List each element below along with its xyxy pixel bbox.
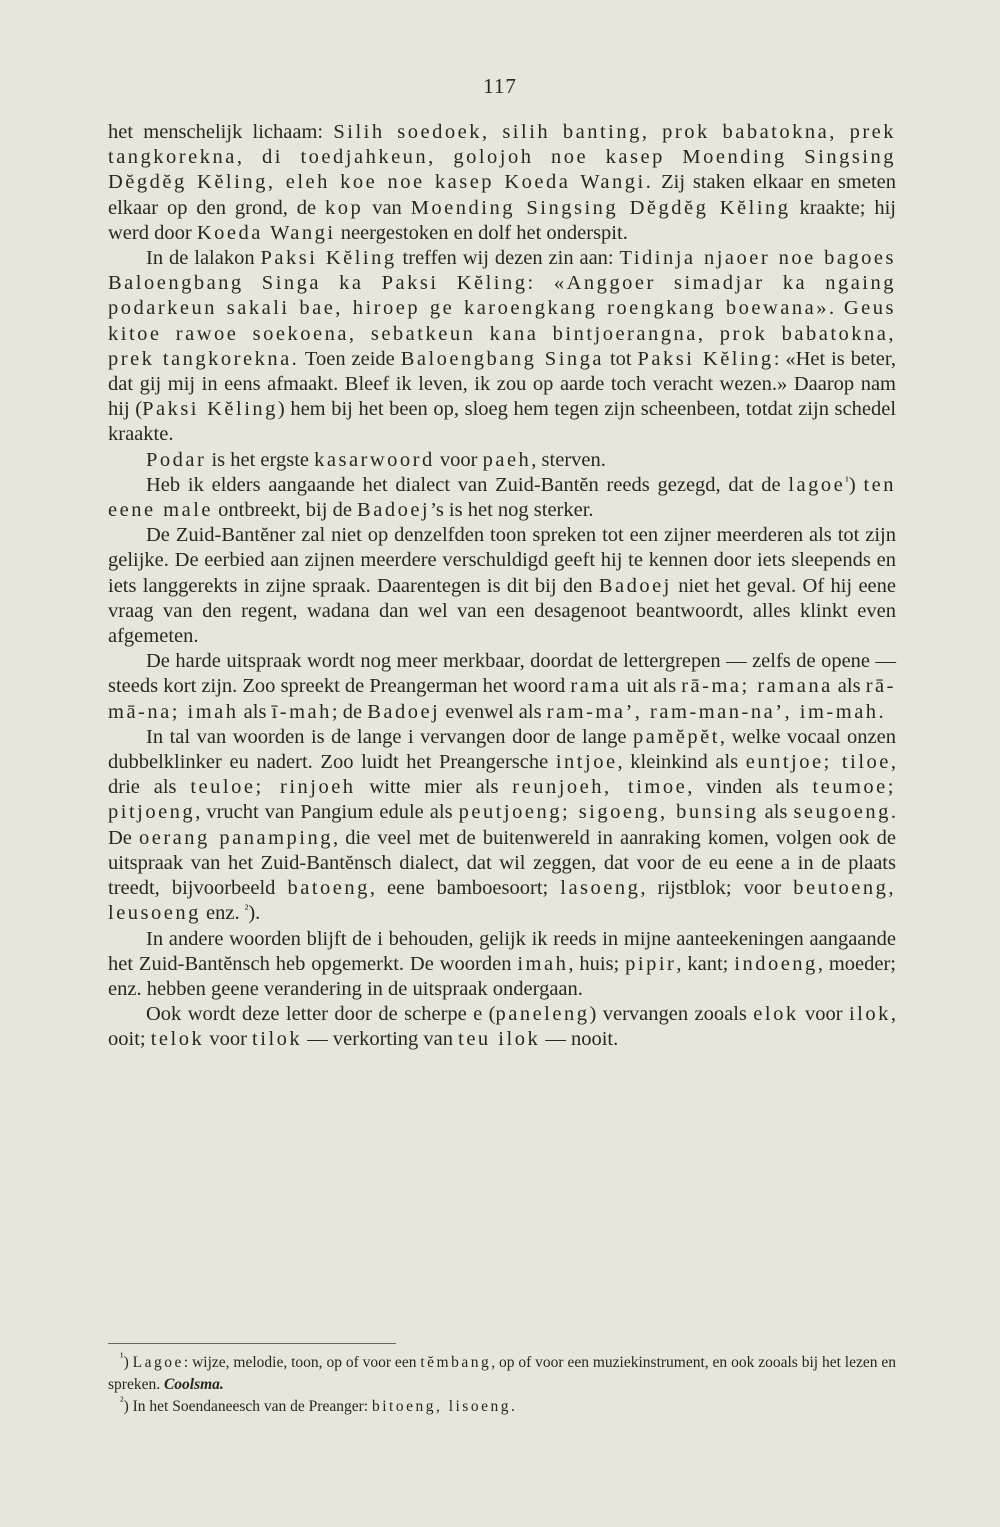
text-run: uit als [621,675,682,698]
text-run: ) [123,1354,133,1371]
spaced-term: kasarwoord [314,448,435,471]
spaced-term: Paksi Kĕling [260,247,397,270]
text-run: als [238,700,272,723]
text-run: voor [434,448,483,471]
paragraph-2 [108,246,896,448]
text-run: is het ergste [206,448,315,471]
footnote-1 [108,1352,896,1396]
spaced-term: intjoe [555,751,618,774]
spaced-term: Tidinja njaoer noe bagoes Baloengbang Singa ka Paksi Kĕling: «Anggoer simadjar ka ngaing podarkeun sakali bae, hiroep ge karoengkang roengkang boewana». [108,247,897,320]
footnote-marker: ² [244,902,249,917]
text-run: , ooit; [108,1003,896,1051]
spaced-term: rā-mā-na; imah [108,675,896,723]
spaced-term: Moending Singsing Dĕgdĕg Kĕling [410,196,791,219]
spaced-term: kop [325,196,364,219]
text-run: , eene bamboesoort; [369,877,561,900]
text-run: — nooit. [540,1028,619,1051]
spaced-term: teuloe; rinjoeh [190,776,356,799]
text-run: ) [848,473,864,496]
spaced-term: reunjoeh, timoe [512,776,688,799]
text-run: ) vervangen zooals [589,1003,754,1026]
text-run: ). [248,902,261,925]
spaced-term: ram-ma’, ram-man-na’, im-mah. [546,700,887,723]
page-number: 117 [483,74,517,98]
spaced-term: paneleng [495,1003,590,1026]
spaced-term: pamĕpĕt [632,725,720,748]
spaced-term: oerang panamping [139,826,333,849]
text-run: , rijstblok; voor [640,877,794,900]
spaced-term: peutjoeng; sigoeng, bunsing [458,801,759,824]
footnote-marker: ² [120,1394,124,1408]
body-text [108,120,896,1053]
text-run: , moeder; enz. hebben geene verandering in de uitspraak ondergaan. [108,952,896,1000]
spaced-term: tilok [252,1028,303,1051]
footnote-rule [108,1343,396,1344]
text-run: van [363,196,411,219]
text-run: In andere woorden blijft de i behouden, gelijk ik reeds in mijne aanteekeningen aangaande het Zuid-Bantĕnsch heb opgemerkt. De woorden [108,927,896,975]
spaced-term: Silih soedoek, silih banting, prok babatokna, prek tangkorekna, di toedjahkeun, golojoh noe kasep Moending Singsing Dĕgdĕg Kĕling, eleh koe noe kasep Koeda Wangi. [108,121,896,194]
text-run: enz. [200,902,245,925]
spaced-term: beutoeng, leusoeng [108,877,897,925]
spaced-term: teumoe; pitjoeng [108,776,896,824]
spaced-term: lasoeng [560,877,641,900]
spaced-term: imah [517,952,569,975]
text-run: ) In het Soendaneesch van de Preanger: [123,1398,372,1415]
footnote-2 [108,1396,896,1418]
spaced-term: batoeng [287,877,370,900]
spaced-term: pipir [625,952,677,975]
text-run: kraakte; hij werd door [108,196,897,244]
text-run: ) hem bij het been op, sloeg hem tegen zijn scheenbeen, totdat zijn schedel kraakte. [108,398,897,446]
text-run: , welke vocaal onzen dubbelklinker eu nadert. Zoo luidt het Preangersche [108,725,897,774]
text-run: — verkorting van [302,1028,459,1051]
text-run [837,297,844,319]
spaced-term: tĕmbang [420,1354,492,1371]
text-run: voor [204,1028,253,1051]
spaced-term: ilok [848,1003,891,1026]
spaced-term: Koeda Wangi [196,221,336,244]
text-run: Zij staken elkaar en smeten elkaar op den grond, de [108,171,896,219]
text-run: , vrucht van Pangium edule als [195,801,459,824]
paragraph-3 [108,448,896,473]
spaced-term: seugoeng [793,801,891,824]
text-run: : wijze, melodie, toon, op of voor een [183,1354,421,1371]
text-run: neergestoken en dolf het onderspit. [335,221,628,244]
text-run: Ook wordt deze letter door de scherpe e ( [146,1003,496,1026]
text-run: , die veel met de buitenwereld in aanraking komen, volgen ook de uitspraak van het Zuid-Bantĕnsch dialect, dat wil zeggen, dat voor de eu eene a in de plaats treedt, bijvoorbeeld [108,826,896,900]
text-run: Coolsma. [163,1376,224,1393]
text-run: het menschelijk lichaam: [108,121,334,143]
spaced-term: teu ilok [458,1028,541,1051]
text-run: ontbreekt, bij de [213,499,358,522]
spaced-term: rā-ma; ramana [681,675,833,698]
paragraph-9 [108,1002,896,1052]
spaced-term: lagoe [788,473,846,496]
spaced-term: Badoej [357,499,431,522]
text-run: In de lalakon [146,247,261,270]
text-run: evenwel als [440,700,547,723]
text-run: ’s is het nog sterker. [430,499,594,522]
spaced-term: Paksi Kĕling [142,398,278,421]
spaced-term: ī-mah [271,700,332,723]
spaced-term: Paksi Kĕling [637,347,774,370]
paragraph-6 [108,649,896,725]
text-run: Toen zeide [299,347,401,370]
spaced-term: Lagoe [132,1354,184,1371]
text-run: Heb ik elders aangaande het dialect van Zuid-Bantĕn reeds gezegd, dat de [146,473,789,496]
footnote-marker: ¹ [845,473,849,488]
spaced-term: rama [570,675,622,698]
text-run: In tal van woorden is de lange i vervangen door de lange [146,725,633,748]
text-run: , op of voor een muziekinstrument, en ook zooals bij het lezen en spreken. [108,1354,896,1393]
text-run: ; de [331,700,368,723]
spaced-term: Podar [146,448,207,471]
spaced-term: paeh [482,448,532,471]
text-run: voor [798,1003,849,1026]
spaced-term: Baloengbang Singa [400,347,604,370]
spaced-term: euntjoe; tiloe [745,751,891,774]
text-run: De harde uitspraak wordt nog meer merkbaar, doordat de lettergrepen — zelfs de opene — steeds kort zijn. Zoo spreekt de Preangerman het woord [108,650,896,698]
spaced-term: Geus kitoe rawoe soekoena, sebatkeun kana bintjoerangna, prok babatokna, prek tangkorekna. [108,297,896,370]
paragraph-8 [108,927,896,1003]
spaced-term: Badoej [598,574,672,597]
text-run: tot [604,347,638,370]
paragraph-7 [108,725,896,927]
text-run: als [758,801,794,824]
text-run: : «Het is beter, dat gij mij in eens afmaakt. Bleef ik leven, ik zou op aarde toch veracht wezen.» Daarop nam hij ( [108,347,896,421]
spaced-term: ten eene male [108,473,897,522]
text-run: , drie als [108,751,896,799]
text-run: , vinden als [687,776,813,799]
paragraph-1 [108,120,896,246]
spaced-term: elok [753,1003,799,1026]
text-run: , sterven. [531,448,606,471]
text-run: witte mier als [355,776,513,799]
footnote-marker: ¹ [120,1350,124,1364]
text-run: . De [108,801,897,849]
text-run: De Zuid-Bantĕner zal niet op denzelfden toon spreken tot een zijner meerderen als tot zijn gelijke. De eerbied aan zijnen meerdere verschuldigd geeft hij te kennen door iets sleepends en iets langgerekts in zijne spraak. Daarentegen is dit bij den [108,524,896,597]
text-run: , huis; [568,952,626,975]
text-run: , kant; [676,952,735,975]
text-run: niet het geval. Of hij eene vraag van den regent, wadana dan wel van een desagenoot beantwoordt, alles klinkt even afgemeten. [108,574,896,648]
paragraph-5 [108,523,896,649]
text-run: treffen wij dezen zin aan: [396,247,620,270]
paragraph-4 [108,473,896,523]
spaced-term: Badoej [367,700,441,723]
text-run: als [832,675,866,698]
spaced-term: bitoeng, lisoeng. [371,1398,518,1415]
footnotes [108,1352,896,1418]
spaced-term: telok [150,1028,205,1051]
text-run: , kleinkind als [617,751,746,774]
spaced-term: indoeng [734,952,818,975]
